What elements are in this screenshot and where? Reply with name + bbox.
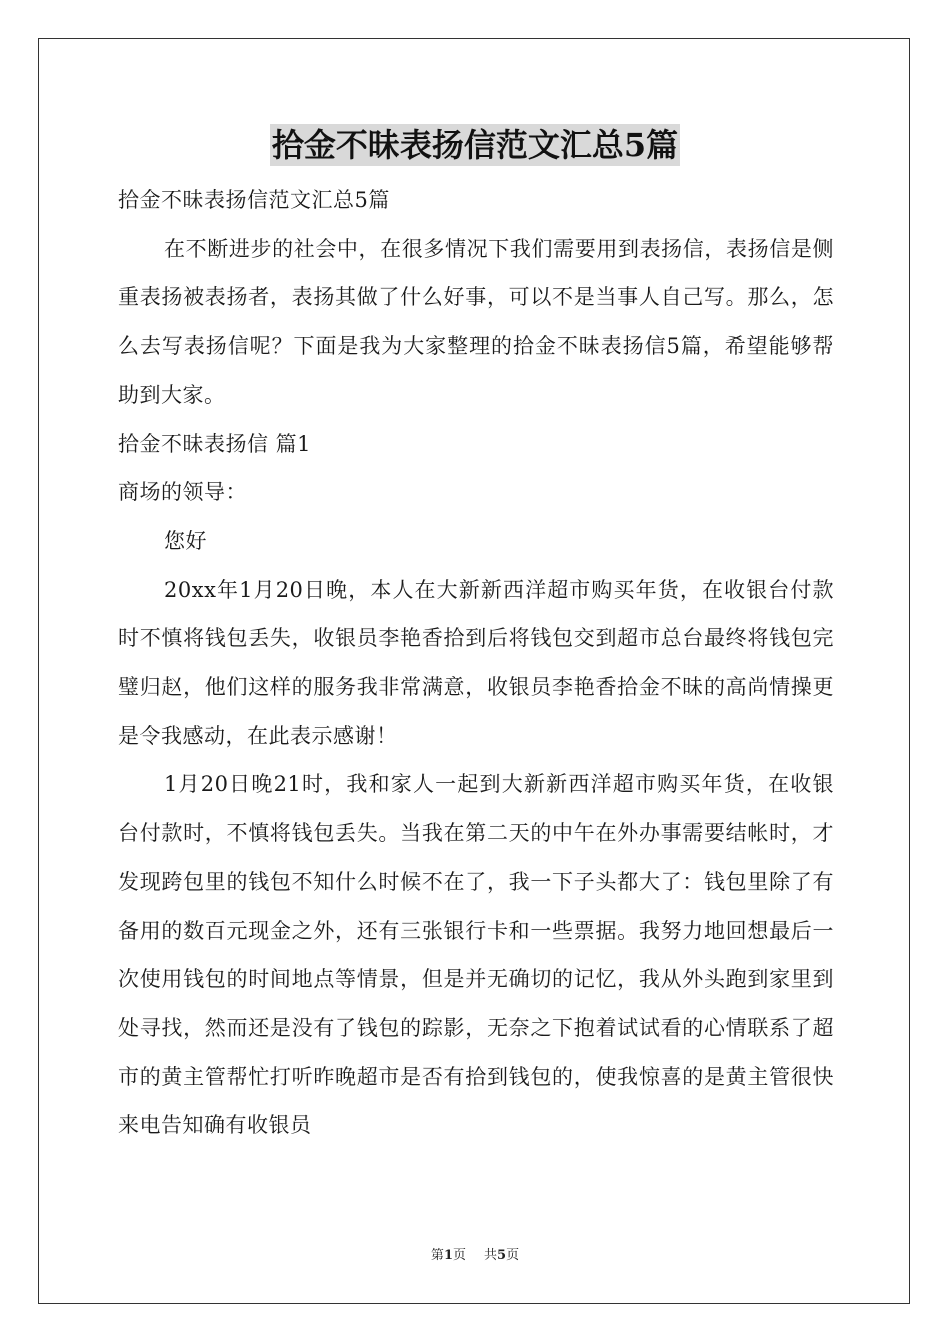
title-container — [0, 124, 950, 166]
document-body — [118, 176, 834, 1150]
page-total: 5 — [497, 1248, 507, 1263]
salutation: 商场的领导： — [118, 480, 247, 505]
body-paragraph-1: 20xx年1月20日晚，本人在大新新西洋超市购买年货，在收银台付款时不慎将钱包丢失，收银员李艳香拾到后将钱包交到超市总台最终将钱包完璧归赵，他们这样的服务我非常满意，收银员李艳香拾金不昧的高尚情操更是令我感动，在此表示感谢！ — [118, 577, 834, 748]
page-prefix: 第 — [430, 1248, 444, 1263]
total-prefix: 共 — [484, 1248, 498, 1263]
page-suffix: 页 — [452, 1248, 466, 1263]
page-current: 1 — [443, 1248, 453, 1263]
section-heading: 拾金不昧表扬信 篇1 — [118, 431, 312, 456]
document-title: 拾金不昧表扬信范文汇总5篇 — [271, 126, 679, 164]
greeting: 您好 — [164, 528, 207, 553]
document-subtitle: 拾金不昧表扬信范文汇总5篇 — [118, 188, 390, 212]
total-suffix: 页 — [506, 1248, 520, 1263]
page-footer — [0, 1248, 950, 1264]
body-paragraph-2: 1月20日晚21时，我和家人一起到大新新西洋超市购买年货，在收银台付款时，不慎将钱包丢失。当我在第二天的中午在外办事需要结帐时，才发现跨包里的钱包不知什么时候不在了，我一下子头都大了：钱包里除了有备用的数百元现金之外，还有三张银行卡和一些票据。我努力地回想最后一次使用钱包的时间地点等情景，但是并无确切的记忆，我从外头跑到家里到处寻找，然而还是没有了钱包的踪影，无奈之下抱着试试看的心情联系了超市的黄主管帮忙打听昨晚超市是否有拾到钱包的，使我惊喜的是黄主管很快来电告知确有收银员 — [118, 772, 834, 1138]
intro-paragraph: 在不断进步的社会中，在很多情况下我们需要用到表扬信，表扬信是侧重表扬被表扬者，表扬其做了什么好事，可以不是当事人自己写。那么，怎么去写表扬信呢？下面是我为大家整理的拾金不昧表扬信5篇，希望能够帮助到大家。 — [118, 236, 834, 407]
